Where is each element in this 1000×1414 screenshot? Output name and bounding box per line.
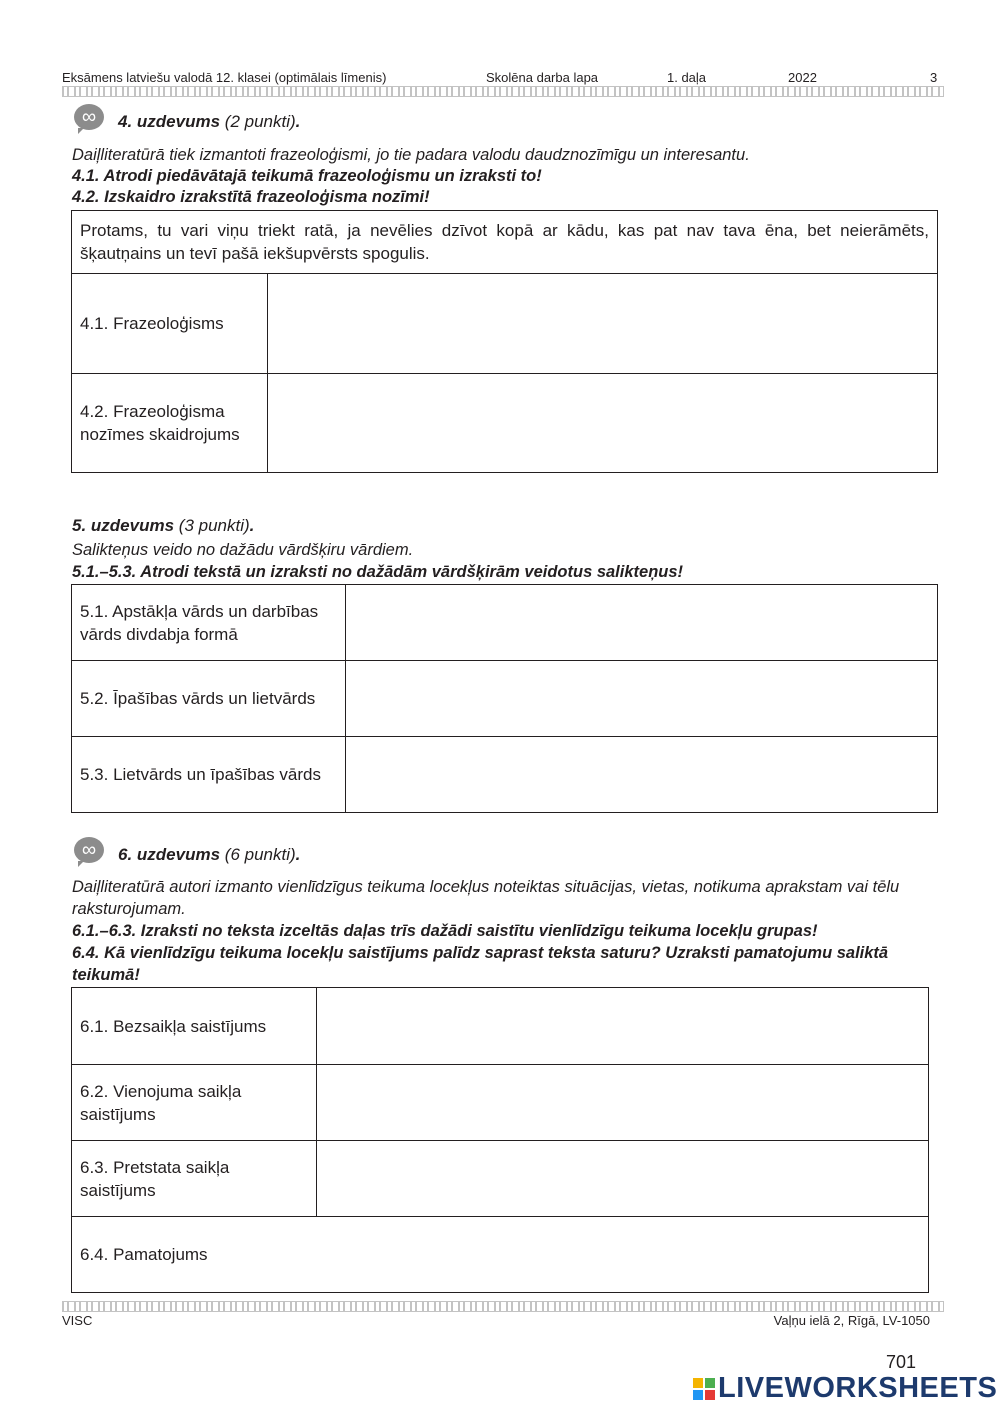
task5-answer-2[interactable] xyxy=(346,661,938,737)
task6-row-label: 6.1. Bezsaikļa saistījums xyxy=(72,988,317,1065)
header-part: 1. daļa xyxy=(667,70,707,85)
task5-row-label: 5.3. Lietvārds un īpašības vārds xyxy=(72,737,346,813)
task6-title: 6. uzdevums xyxy=(118,845,221,864)
liveworksheets-logo-icon xyxy=(693,1378,715,1400)
header-page-number: 3 xyxy=(930,70,938,85)
task4-sentence: Protams, tu vari viņu triekt ratā, ja nevēlies dzīvot kopā ar kādu, kas pat nav tava ēna, bet neierāmēts, šķautņains un tevī pašā iekšupvērsts spogulis. xyxy=(72,211,938,274)
task6-row-label: 6.4. Pamatojums xyxy=(80,1245,208,1264)
liveworksheets-logo[interactable]: LIVEWORKSHEETS xyxy=(718,1372,998,1404)
header-sheet: Skolēna darba lapa xyxy=(486,70,599,85)
task5-title: 5. uzdevums xyxy=(72,516,175,535)
task4-row-label: 4.1. Frazeoloģisms xyxy=(72,274,268,374)
task6-answer-2[interactable] xyxy=(317,1065,929,1141)
task6-question-2 xyxy=(72,942,942,986)
task6-q1-text: 6.1.–6.3. Izraksti no teksta izceltās daļas trīs dažādi saistītu vienlīdzīgu teikuma locekļu grupas! xyxy=(72,922,818,940)
task5-heading: 5. uzdevums (3 punkti). xyxy=(72,516,255,535)
task6-answer-3[interactable] xyxy=(317,1141,929,1217)
task4-heading: 4. uzdevums (2 punkti). xyxy=(118,112,301,131)
task6-answer-1[interactable] xyxy=(317,988,929,1065)
task4-answer-1[interactable] xyxy=(268,274,938,374)
task4-intro: Daiļliteratūrā tiek izmantoti frazeoloģismi, jo tie padara valodu daudznozīmīgu un interesantu. xyxy=(72,146,750,164)
header-year: 2022 xyxy=(788,70,817,85)
task5-answer-1[interactable] xyxy=(346,585,938,661)
task6-answer-4[interactable] xyxy=(72,1217,929,1293)
footer-ornament-divider xyxy=(62,1301,944,1312)
task4-title: 4. uzdevums xyxy=(118,112,221,131)
task5-table xyxy=(71,584,938,813)
task4-question-1 xyxy=(72,165,942,187)
worksheet-number: 701 xyxy=(886,1352,917,1372)
task5-intro: Salikteņus veido no dažādu vārdšķiru vārdiem. xyxy=(72,541,414,559)
task5-row-label: 5.1. Apstākļa vārds un darbības vārds divdabja formā xyxy=(72,585,346,661)
infinity-icon: ∞ xyxy=(74,837,104,863)
task4-q2-text: 4.2. Izskaidro izrakstītā frazeoloģisma nozīmi! xyxy=(72,188,430,206)
task5-q-text: 5.1.–5.3. Atrodi tekstā un izraksti no dažādām vārdšķirām veidotus salikteņus! xyxy=(72,563,684,581)
task4-answer-2[interactable] xyxy=(268,374,938,473)
task6-points: (6 punkti) xyxy=(224,845,296,864)
task4-table xyxy=(71,210,938,473)
task6-row-label: 6.2. Vienojuma saikļa saistījums xyxy=(72,1065,317,1141)
task4-row-label: 4.2. Frazeoloģisma nozīmes skaidrojums xyxy=(72,374,268,473)
task5-points: (3 punkti) xyxy=(178,516,250,535)
task6-heading: 6. uzdevums (6 punkti). xyxy=(118,845,301,864)
task6-table xyxy=(71,987,929,1293)
footer-publisher: VISC xyxy=(62,1313,93,1328)
task4-q1-text: 4.1. Atrodi piedāvātajā teikumā frazeoloģismu un izraksti to! xyxy=(72,167,542,185)
task5-row-label: 5.2. Īpašības vārds un lietvārds xyxy=(72,661,346,737)
task6-row-label: 6.3. Pretstata saikļa saistījums xyxy=(72,1141,317,1217)
header-exam-title: Eksāmens latviešu valodā 12. klasei (optimālais līmenis) xyxy=(62,70,387,85)
task4-question-2 xyxy=(72,186,942,208)
header-ornament-divider xyxy=(62,86,944,97)
task6-q2-text: 6.4. Kā vienlīdzīgu teikuma locekļu saistījums palīdz saprast teksta saturu? Uzraksti pamatojumu saliktā teikumā! xyxy=(72,944,889,984)
task6-question-1 xyxy=(72,920,942,942)
footer-address: Vaļņu ielā 2, Rīgā, LV-1050 xyxy=(773,1313,930,1328)
task5-answer-3[interactable] xyxy=(346,737,938,813)
infinity-icon: ∞ xyxy=(74,104,104,130)
task4-points: (2 punkti) xyxy=(224,112,296,131)
task6-intro: Daiļliteratūrā autori izmanto vienlīdzīgus teikuma locekļus noteiktas situācijas, vietas, notikuma aprakstam vai tēlu raksturojumam. xyxy=(72,878,900,918)
task5-question xyxy=(72,561,942,583)
